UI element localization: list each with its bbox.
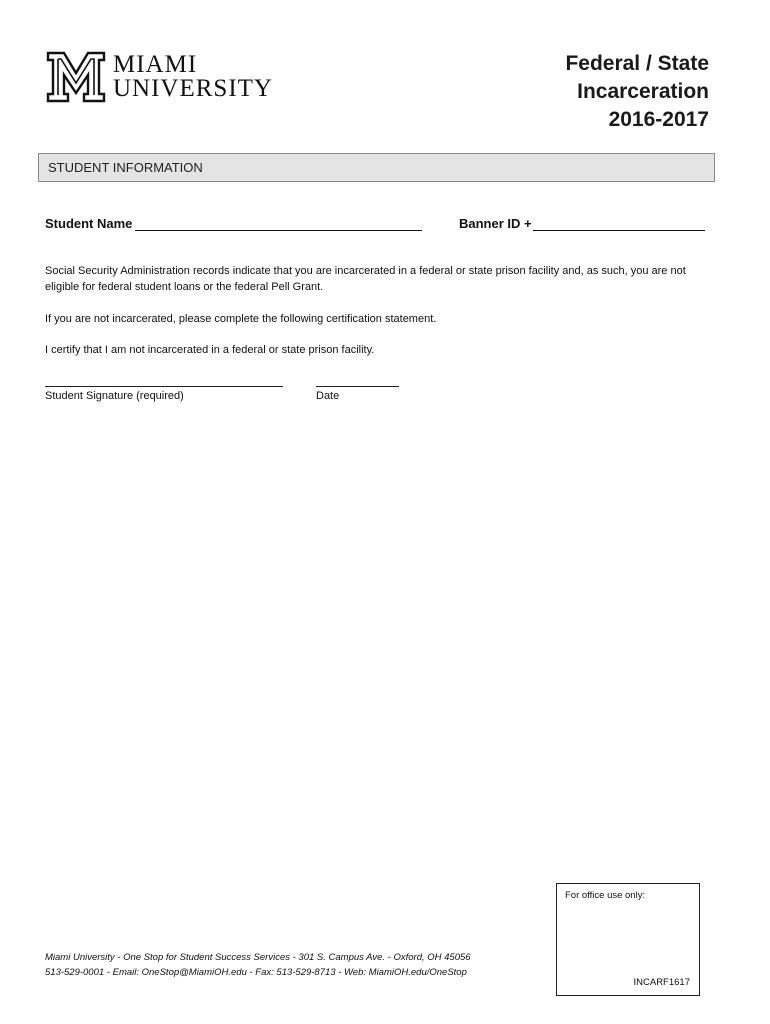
student-name-input-line[interactable] bbox=[135, 214, 422, 231]
title-line-2: Incarceration bbox=[577, 80, 709, 103]
footer-address-line: Miami University - One Stop for Student Success Services - 301 S. Campus Ave. - Oxford, OH 45056 bbox=[45, 952, 471, 963]
form-code: INCARF1617 bbox=[633, 977, 690, 988]
logo-text-miami: MIAMI bbox=[113, 50, 198, 78]
student-information-header: STUDENT INFORMATION bbox=[38, 153, 715, 182]
title-year: 2016-2017 bbox=[608, 108, 709, 131]
logo-text-university: UNIVERSITY bbox=[113, 75, 273, 102]
office-use-label: For office use only: bbox=[565, 890, 646, 901]
office-use-box bbox=[556, 883, 700, 996]
form-title bbox=[565, 50, 709, 134]
instruction-paragraph: If you are not incarcerated, please complete the following certification statement. bbox=[45, 313, 437, 325]
title-line-1: Federal / State bbox=[565, 52, 709, 75]
student-signature-line[interactable] bbox=[45, 386, 283, 387]
footer-contact-line: 513-529-0001 - Email: OneStop@MiamiOH.edu - Fax: 513-529-8713 - Web: MiamiOH.edu/OneStop bbox=[45, 967, 467, 978]
student-signature-label: Student Signature (required) bbox=[45, 390, 184, 402]
banner-id-input-line[interactable] bbox=[533, 214, 705, 231]
student-name-label: Student Name bbox=[45, 216, 133, 231]
footer-contact bbox=[45, 950, 471, 980]
miami-m-logo-icon bbox=[46, 51, 106, 103]
banner-id-field bbox=[459, 214, 705, 231]
banner-id-label: Banner ID + bbox=[459, 216, 532, 231]
date-label: Date bbox=[316, 390, 340, 402]
ssa-notice-paragraph: Social Security Administration records indicate that you are incarcerated in a federal or state prison facility and, as such, you are not eligible for federal student loans or the federal Pell Grant. bbox=[45, 265, 686, 293]
student-name-field bbox=[45, 214, 422, 231]
miami-university-logo bbox=[46, 48, 276, 106]
certification-statement: I certify that I am not incarcerated in a federal or state prison facility. bbox=[45, 344, 375, 356]
date-line[interactable] bbox=[316, 386, 399, 387]
